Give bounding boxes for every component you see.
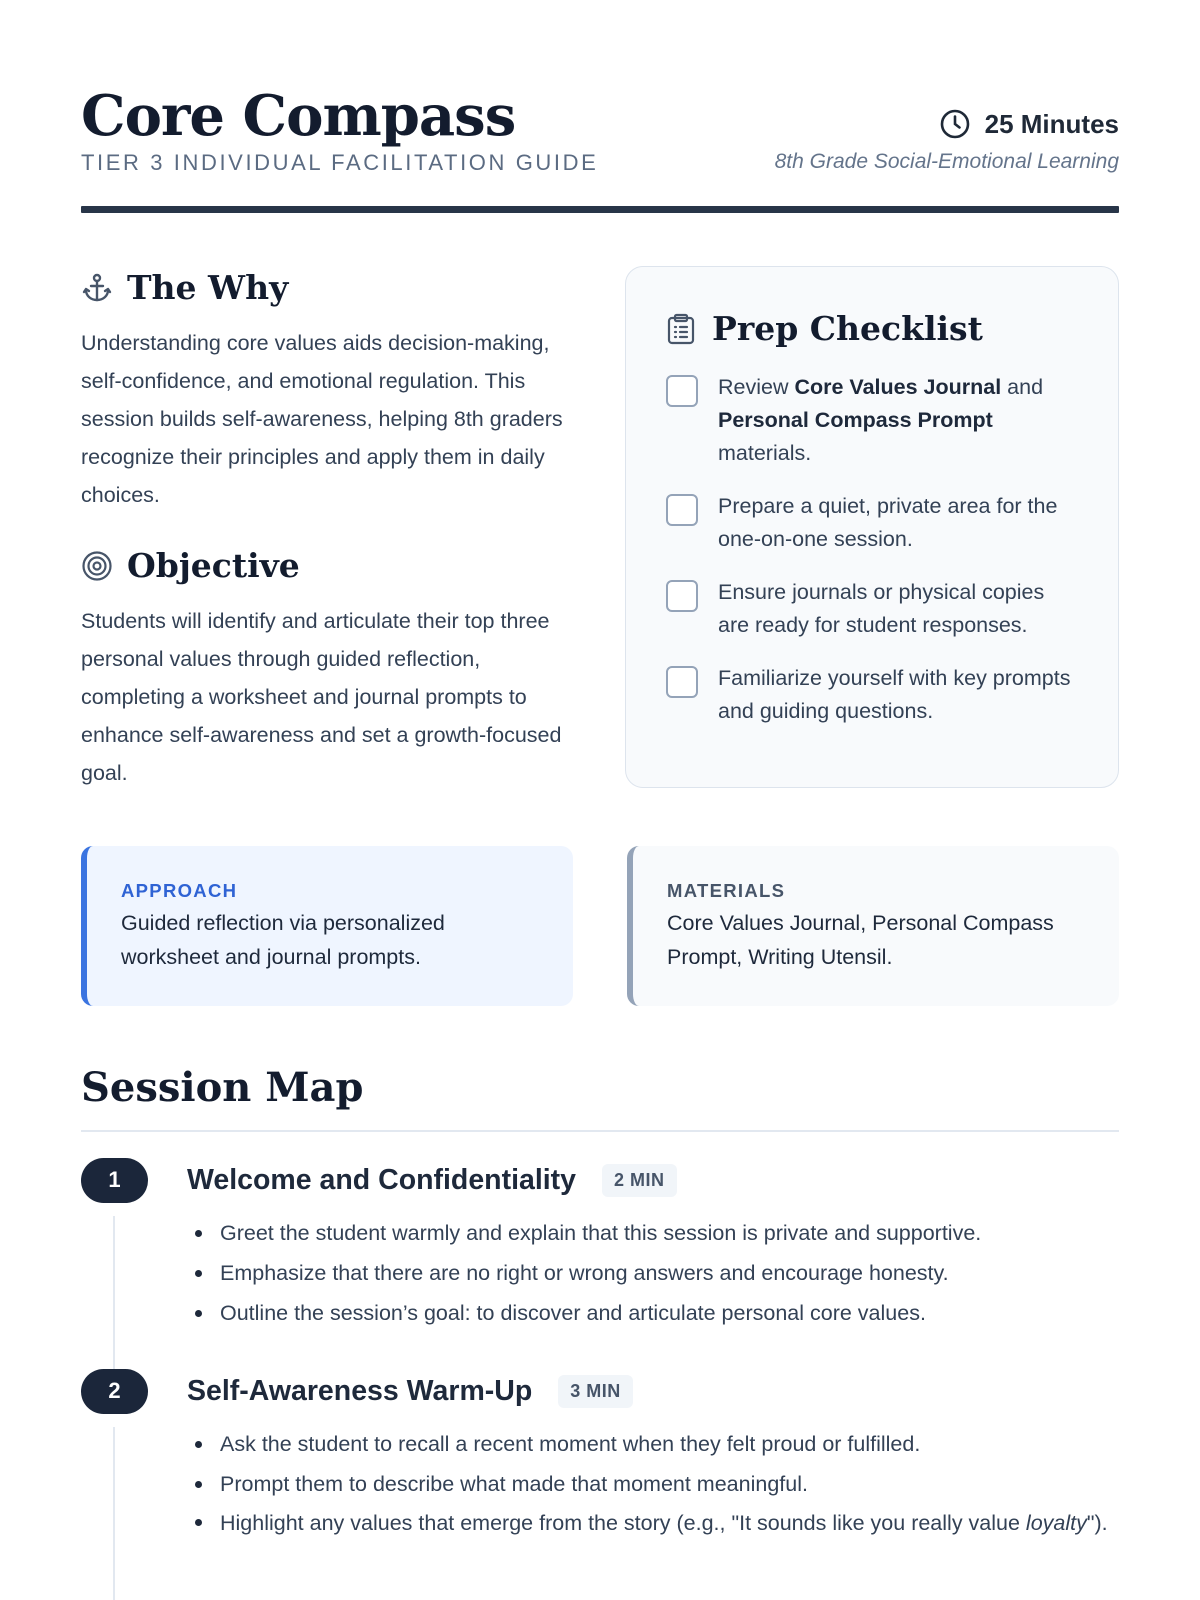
info-cards — [81, 846, 1119, 1006]
list-item: Greet the student warmly and explain that this session is private and supportive. — [187, 1213, 1119, 1253]
timeline-line — [113, 1427, 115, 1600]
objective-heading — [81, 544, 571, 588]
overview-left — [81, 266, 571, 792]
header-divider — [81, 206, 1119, 213]
list-item: Ask the student to recall a recent moment when they felt proud or fulfilled. — [187, 1424, 1119, 1464]
checkbox[interactable] — [666, 666, 698, 698]
why-heading — [81, 266, 571, 310]
session-meta — [775, 80, 1119, 174]
materials-card — [627, 846, 1119, 1006]
step-number: 2 — [81, 1369, 148, 1414]
checklist-item-prepare — [666, 490, 1078, 556]
grade-label: 8th Grade Social-Emotional Learning — [774, 150, 1119, 173]
checkbox[interactable] — [666, 375, 698, 407]
why-block — [81, 266, 571, 514]
checklist-item-familiarize — [666, 662, 1078, 728]
text-segment: Review — [718, 375, 795, 399]
objective-title: Objective — [127, 546, 300, 585]
page-title: Core Compass — [81, 83, 516, 149]
step-body — [187, 1158, 1119, 1333]
prompt-name: Personal Compass Prompt — [718, 408, 993, 432]
checklist-item-text: Prepare a quiet, private area for the one-on-one session. — [718, 494, 1058, 551]
overview-section — [81, 266, 1119, 792]
checkbox[interactable] — [666, 580, 698, 612]
approach-label: APPROACH — [121, 880, 238, 901]
step-marker — [81, 1369, 187, 1540]
title-block — [81, 80, 598, 176]
text-segment: and — [1001, 375, 1044, 399]
session-map — [81, 1064, 1119, 1540]
duration — [775, 108, 1119, 140]
list-item — [187, 1504, 1119, 1540]
checklist-item-text: Ensure journals or physical copies are ready for student responses. — [718, 580, 1045, 637]
session-step — [81, 1158, 1119, 1333]
step-title: Welcome and Confidentiality — [187, 1163, 577, 1196]
approach-text: Guided reflection via personalized worksheet and journal prompts. — [121, 911, 445, 969]
text-segment: materials. — [718, 441, 812, 465]
time-badge: 3 MIN — [558, 1375, 633, 1408]
text-segment: "). — [1086, 1510, 1108, 1535]
materials-text: Core Values Journal, Personal Compass Prompt, Writing Utensil. — [667, 911, 1054, 969]
text-segment: Highlight any values that emerge from the story (e.g., "It sounds like you really value — [220, 1510, 1026, 1535]
step-number: 1 — [81, 1158, 148, 1203]
list-item: Emphasize that there are no right or wrong answers and encourage honesty. — [187, 1253, 1119, 1293]
session-map-title: Session Map — [81, 1064, 364, 1111]
materials-label: MATERIALS — [667, 880, 786, 901]
step-title: Self-Awareness Warm-Up — [187, 1374, 533, 1407]
value-word: loyalty — [1025, 1510, 1087, 1535]
time-badge: 2 MIN — [602, 1164, 677, 1197]
step-marker — [81, 1158, 187, 1333]
step-bullets — [187, 1424, 1119, 1540]
guide-header — [81, 80, 1119, 176]
checklist-title: Prep Checklist — [712, 309, 983, 348]
objective-text: Students will identify and articulate their top three personal values through guided reflection, completing a worksheet and journal prompts to enhance self-awareness and set a growth-focused goal. — [81, 609, 562, 785]
timeline-line — [113, 1216, 115, 1373]
approach-card — [81, 846, 573, 1006]
list-item: Outline the session’s goal: to discover and articulate personal core values. — [187, 1293, 1119, 1333]
session-map-divider — [81, 1130, 1119, 1132]
why-title: The Why — [127, 268, 289, 307]
clock-icon — [939, 108, 971, 140]
checklist-heading — [666, 307, 1078, 351]
prep-checklist — [625, 266, 1119, 788]
target-icon — [81, 550, 113, 582]
step-body — [187, 1369, 1119, 1540]
checklist-item-ensure — [666, 576, 1078, 642]
checklist-item-review — [666, 371, 1078, 470]
checklist-item-text — [718, 371, 1078, 470]
session-step — [81, 1369, 1119, 1540]
step-heading — [187, 1369, 1119, 1414]
step-bullets — [187, 1213, 1119, 1333]
page-subtitle: TIER 3 INDIVIDUAL FACILITATION GUIDE — [81, 150, 599, 175]
duration-label: 25 Minutes — [984, 108, 1119, 139]
checkbox[interactable] — [666, 494, 698, 526]
anchor-icon — [81, 272, 113, 304]
why-text: Understanding core values aids decision-making, self-confidence, and emotional regulation. This session builds self-awareness, helping 8th graders recognize their principles and apply them in daily choices. — [81, 331, 563, 507]
checklist-item-text: Familiarize yourself with key prompts and guiding questions. — [718, 666, 1071, 723]
journal-name: Core Values Journal — [794, 375, 1002, 399]
step-heading — [187, 1158, 1119, 1203]
clipboard-icon — [666, 313, 696, 345]
list-item: Prompt them to describe what made that moment meaningful. — [187, 1464, 1119, 1504]
objective-block — [81, 544, 571, 792]
